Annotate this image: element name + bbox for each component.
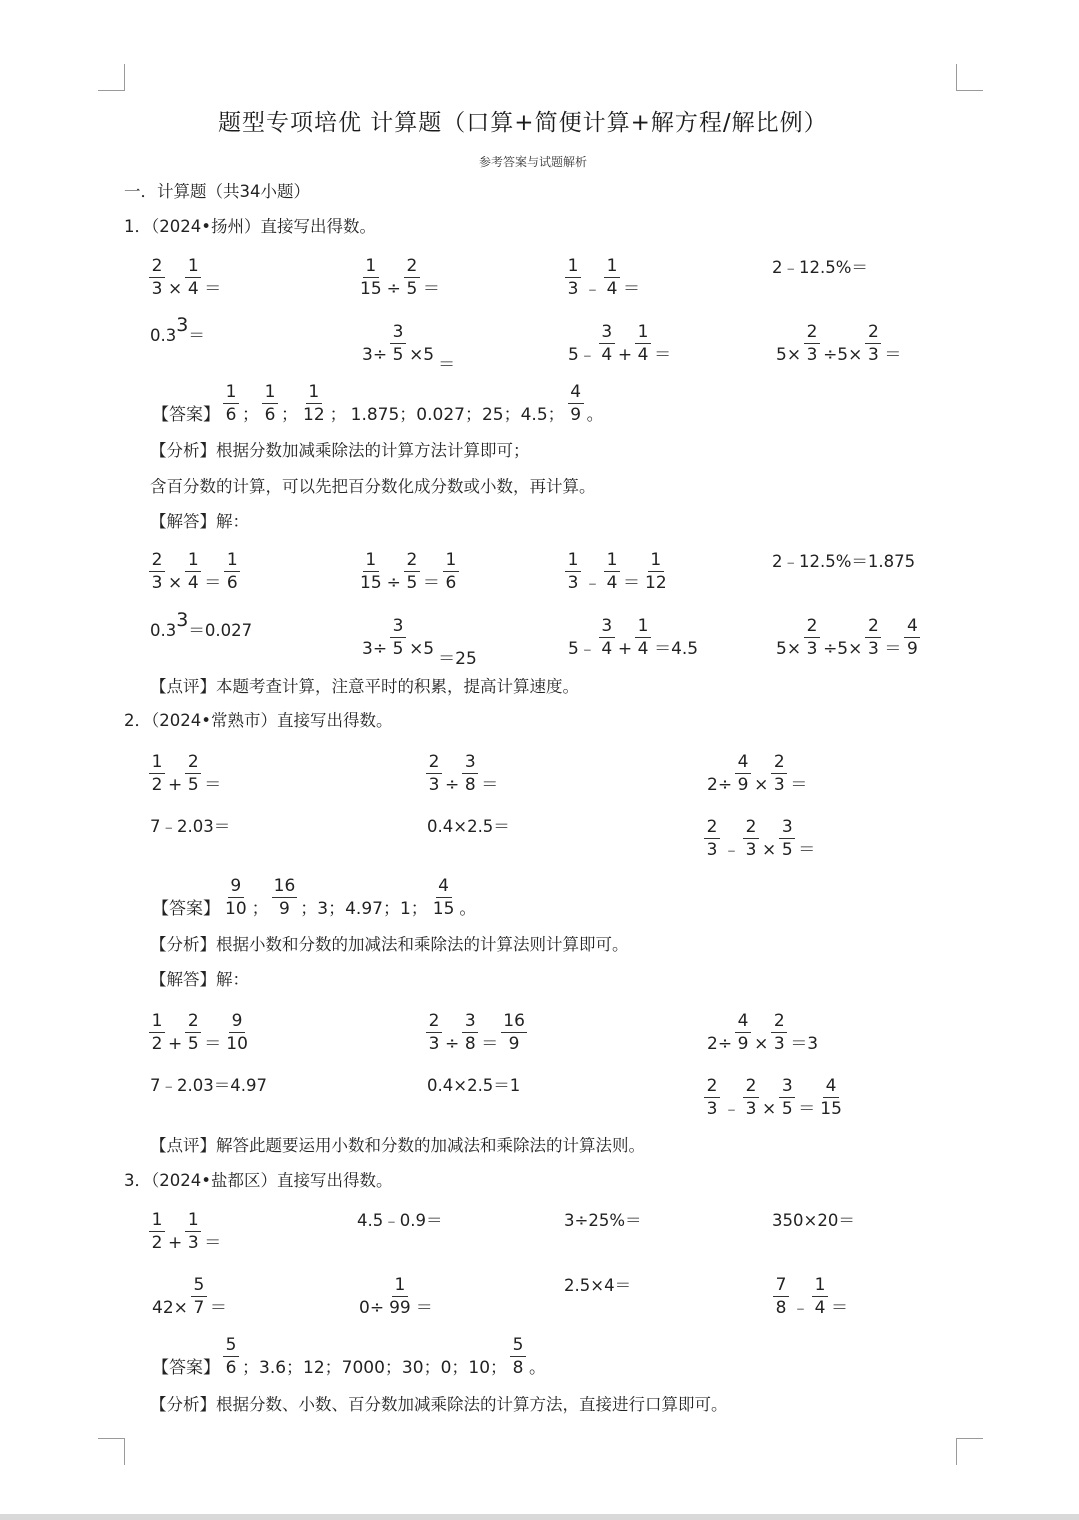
q2-solution-b: $\frac{2}{3}$ ÷ $\frac{3}{8}$ ＝ $\frac{16}{9}$ [425, 1011, 528, 1054]
q1-expr-b: $\frac{1}{15}$ ÷ $\frac{2}{5}$ ＝ [360, 256, 440, 299]
q1-expr-g: 5﹣ $\frac{3}{4}$ + $\frac{1}{4}$ ＝ [568, 322, 672, 365]
q1-answer: 【答案】 $\frac{1}{6}$ ； $\frac{1}{6}$ ； $\frac{1}{12}$ ； 1.875；0.027；25；4.5； $\frac{4}{9}$ 。 [152, 382, 604, 425]
q1-analysis: 【分析】根据分数加减乘除法的计算方法计算即可； [150, 441, 530, 460]
q2-expr-c: 2÷ $\frac{4}{9}$ × $\frac{2}{3}$ ＝ [707, 752, 808, 795]
q3-expr-h: $\frac{7}{8}$ ﹣ $\frac{1}{4}$ ＝ [772, 1275, 850, 1318]
crop-mark-bottom-left [98, 1438, 125, 1465]
q1-solution-label: 【解答】解： [150, 512, 249, 531]
crop-mark-top-right [956, 64, 983, 91]
q3-answer: 【答案】 $\frac{5}{6}$ ；3.6；12；7000；30；0；10； $\frac{5}{8}$ 。 [152, 1335, 547, 1378]
q1-analysis-2: 含百分数的计算，可以先把百分数化成分数或小数，再计算。 [150, 477, 596, 496]
q1-solution-d: 2﹣12.5%＝1.875 [772, 552, 916, 571]
q1-solution-g: 5﹣ $\frac{3}{4}$ + $\frac{1}{4}$ ＝4.5 [568, 616, 699, 659]
q2-solution-f: $\frac{2}{3}$ ﹣ $\frac{2}{3}$ × $\frac{3}{5}$ ＝ $\frac{4}{15}$ [703, 1076, 845, 1119]
crop-mark-bottom-right [956, 1438, 983, 1465]
q2-stem: 2．（2024•常熟市）直接写出得数。 [124, 711, 393, 730]
q1-comment: 【点评】本题考查计算，注意平时的积累，提高计算速度。 [150, 677, 579, 696]
q3-expr-c: 3÷25%＝ [564, 1211, 642, 1230]
q1-expr-h: 5× $\frac{2}{3}$ ÷5× $\frac{2}{3}$ ＝ [776, 322, 902, 365]
q1-solution-e: 0.33＝0.027 [150, 609, 253, 640]
q2-expr-d: 7﹣2.03＝ [150, 817, 231, 836]
q2-solution-e: 0.4×2.5＝1 [427, 1076, 521, 1095]
q2-solution-label: 【解答】解： [150, 970, 249, 989]
q1-expr-c: $\frac{1}{3}$ ﹣ $\frac{1}{4}$ ＝ [564, 256, 642, 299]
q3-stem: 3．（2024•盐都区）直接写出得数。 [124, 1171, 393, 1190]
section-heading: 一．计算题（共34小题） [124, 182, 310, 201]
q2-solution-d: 7﹣2.03＝4.97 [150, 1076, 267, 1095]
q1-expr-e: 0.33＝ [150, 314, 205, 345]
q1-solution-h: 5× $\frac{2}{3}$ ÷5× $\frac{2}{3}$ ＝ $\frac{4}{9}$ [774, 616, 921, 659]
q3-analysis: 【分析】根据分数、小数、百分数加减乘除法的计算方法，直接进行口算即可。 [150, 1395, 728, 1414]
q2-analysis: 【分析】根据小数和分数的加减法和乘除法的计算法则计算即可。 [150, 935, 629, 954]
bottom-scroll-edge [0, 1514, 1079, 1520]
q1-expr-d: 2﹣12.5%＝ [772, 258, 868, 277]
q1-expr-f: 3÷ $\frac{3}{5}$ ×5 ＝ [362, 322, 456, 375]
q3-expr-f: 0÷ $\frac{1}{99}$ ＝ [359, 1275, 433, 1318]
q3-expr-d: 350×20＝ [772, 1211, 855, 1230]
q1-solution-a: $\frac{2}{3}$ × $\frac{1}{4}$ ＝ $\frac{1}{6}$ [148, 550, 241, 593]
q2-comment: 【点评】解答此题要运用小数和分数的加减法和乘除法的计算法则。 [150, 1136, 645, 1155]
crop-mark-top-left [98, 64, 125, 91]
q2-solution-c: 2÷ $\frac{4}{9}$ × $\frac{2}{3}$ ＝3 [707, 1011, 819, 1054]
q1-expr-a: $\frac{2}{3}$ × $\frac{1}{4}$ ＝ [148, 256, 223, 299]
q3-expr-b: 4.5﹣0.9＝ [357, 1211, 443, 1230]
q2-solution-a: $\frac{1}{2}$ + $\frac{2}{5}$ ＝ $\frac{9}{10}$ [148, 1011, 251, 1054]
q2-expr-a: $\frac{1}{2}$ + $\frac{2}{5}$ ＝ [148, 752, 223, 795]
q3-expr-g: 2.5×4＝ [564, 1276, 632, 1295]
q1-stem: 1．（2024•扬州）直接写出得数。 [124, 217, 376, 236]
document-subtitle: 参考答案与试题解析 [479, 155, 588, 169]
q2-expr-f: $\frac{2}{3}$ ﹣ $\frac{2}{3}$ × $\frac{3}{5}$ ＝ [703, 817, 817, 860]
q2-expr-b: $\frac{2}{3}$ ÷ $\frac{3}{8}$ ＝ [425, 752, 500, 795]
q2-answer: 【答案】 $\frac{9}{10}$ ； $\frac{16}{9}$ ；3；4.97；1； $\frac{4}{15}$ 。 [152, 876, 477, 919]
q1-solution-b: $\frac{1}{15}$ ÷ $\frac{2}{5}$ ＝ $\frac{1}{6}$ [357, 550, 460, 593]
q1-solution-c: $\frac{1}{3}$ ﹣ $\frac{1}{4}$ ＝ $\frac{1}{12}$ [564, 550, 670, 593]
document-title: 题型专项培优 计算题（口算+简便计算+解方程/解比例） [218, 110, 828, 136]
q1-solution-f: 3÷ $\frac{3}{5}$ ×5 ＝25 [362, 616, 477, 669]
q2-expr-e: 0.4×2.5＝ [427, 817, 510, 836]
q3-expr-e: 42× $\frac{5}{7}$ ＝ [152, 1275, 227, 1318]
q3-expr-a: $\frac{1}{2}$ + $\frac{1}{3}$ ＝ [148, 1210, 223, 1253]
